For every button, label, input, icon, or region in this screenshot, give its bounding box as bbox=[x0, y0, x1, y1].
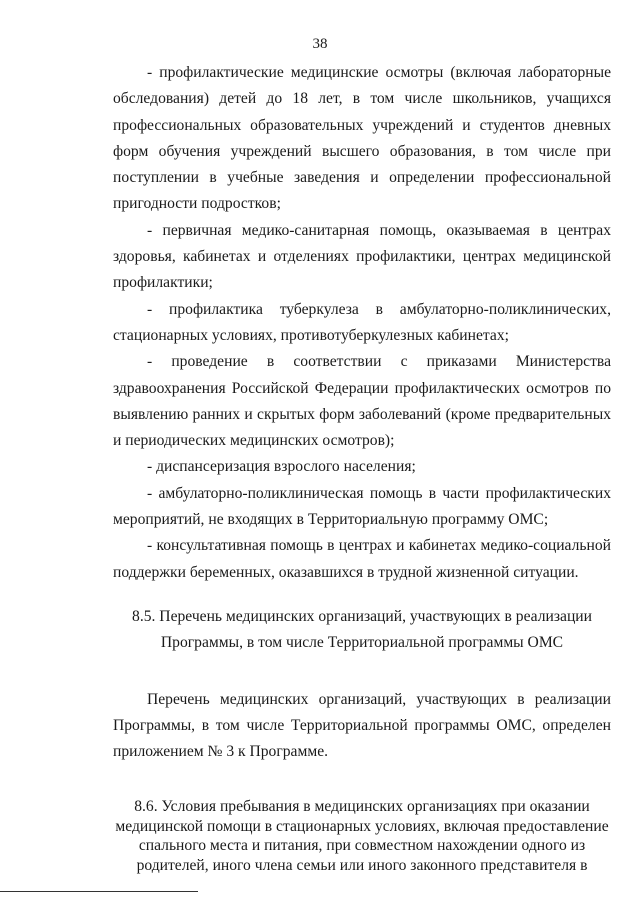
section-8-6-heading-line-4: родителей, иного члена семьи или иного законного представителя в bbox=[136, 856, 588, 874]
section-8-6-heading bbox=[113, 797, 611, 875]
list-item-outpatient-care: - амбулаторно-поликлиническая помощь в части профилактических мероприятий, не входящих в Территориальную программу ОМС; bbox=[113, 484, 611, 529]
list-item-tuberculosis: - профилактика туберкулеза в амбулаторно-поликлинических, стационарных условиях, противотуберкулезных кабинетах; bbox=[113, 300, 611, 344]
section-8-5-heading-line-2: Программы, в том числе Территориальной программы ОМС bbox=[160, 634, 564, 652]
section-8-6-heading-line-1: 8.6. Условия пребывания в медицинских организациях при оказании bbox=[134, 798, 590, 816]
list-item-primary-care: - первичная медико-санитарная помощь, оказываемая в центрах здоровья, кабинетах и отделениях профилактики, центрах медицинской профилактики; bbox=[113, 221, 611, 292]
page-number: 38 bbox=[312, 36, 328, 52]
footnote-separator-line bbox=[0, 891, 198, 892]
section-8-6-heading-line-2: медицинской помощи в стационарных условиях, включая предоставление bbox=[115, 817, 609, 835]
list-item-preventive-exams: - профилактические медицинские осмотры (включая лабораторные обследования) детей до 18 лет, в том числе школьников, учащихся профессиональных образовательных учреждений и студентов дневных форм обучения учреждений высшего образования, в том числе при поступлении в учебные заведения и определении профессиональной пригодности подростков; bbox=[113, 64, 611, 213]
section-8-5-heading bbox=[113, 604, 611, 657]
document-body bbox=[113, 60, 611, 875]
list-item-consultative-help: - консультативная помощь в центрах и кабинетах медико-социальной поддержки беременных, оказавшихся в трудной жизненной ситуации. bbox=[113, 537, 611, 581]
list-item-ministry-exams: - проведение в соответствии с приказами Министерства здравоохранения Российской Федерации профилактических осмотров по выявлению ранних и скрытых форм заболеваний (кроме предварительных и периодических медицинских осмотров); bbox=[113, 353, 611, 450]
section-8-5-heading-line-1: 8.5. Перечень медицинских организаций, участвующих в реализации bbox=[132, 607, 592, 625]
section-8-6-heading-line-3: спального места и питания, при совместном нахождении одного из bbox=[138, 837, 586, 855]
list-item-dispensarization: - диспансеризация взрослого населения; bbox=[147, 458, 416, 476]
section-8-5-text: Перечень медицинских организаций, участвующих в реализации Программы, в том числе Территориальной программы ОМС, определен приложением № 3 к Программе. bbox=[113, 690, 611, 761]
